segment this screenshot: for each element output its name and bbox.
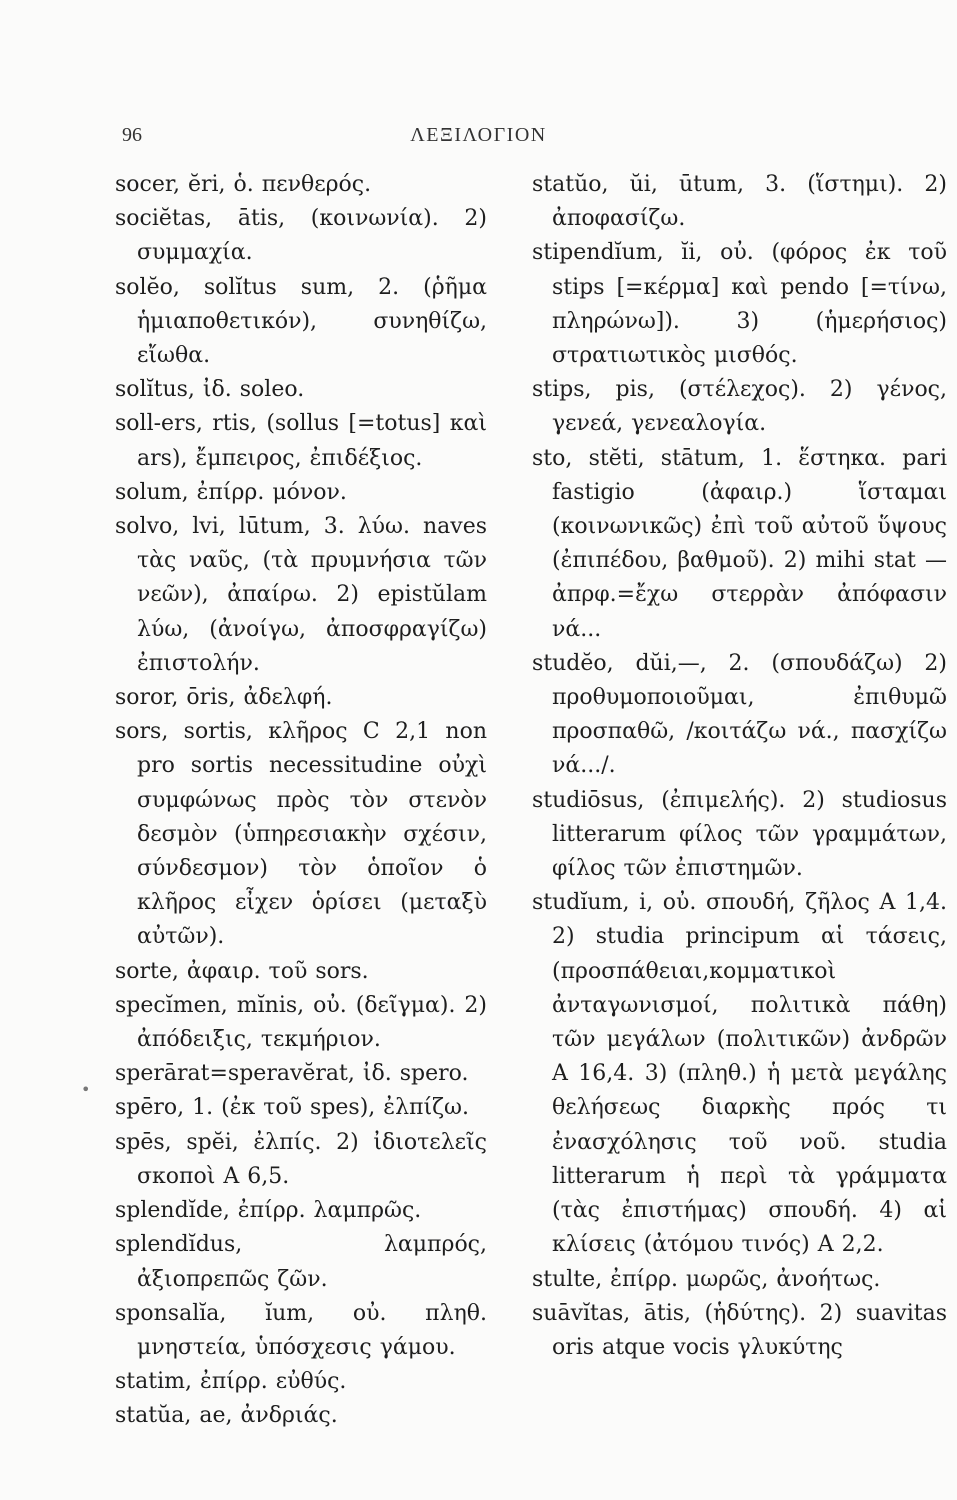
dictionary-entry: soror, ōris, ἀδελφή. [115,685,333,711]
dictionary-entry: statŭo, ŭi, ūtum, 3. (ἵστημι). 2) ἀποφασίζω. [532,172,947,232]
dictionary-entry: splendĭde, ἐπίρρ. λαμπρῶς. [115,1198,422,1224]
dictionary-entry: solĕo, solĭtus sum, 2. (ῥῆμα ἡμιαποθετικόν), συνηθίζω, εἴωθα. [115,274,487,369]
dictionary-entry: sorte, ἀφαιρ. τοῦ sors. [115,958,369,984]
dictionary-entry: sociĕtas, ātis, (κοινωνία). 2) συμμαχία. [115,206,487,266]
right-column [532,168,947,1365]
dictionary-entry: statŭa, ae, ἀνδριάς. [115,1403,338,1429]
dictionary-entry: splendĭdus, λαμπρός, ἀξιοπρεπῶς ζῶν. [115,1232,487,1292]
dictionary-entry: solĭtus, ἰδ. soleo. [115,377,305,403]
running-head: ΛΕΞΙΛΟΓΙΟΝ [410,124,547,146]
dictionary-entry: soll-ers, rtis, (sollus [=totus] καὶ ars), ἔμπειρος, ἐπιδέξιος. [115,411,487,471]
margin-speck: • [81,1080,91,1099]
dictionary-entry: studĕo, dŭi,—, 2. (σπουδάζω) 2) προθυμοποιοῦμαι, ἐπιθυμῶ προσπαθῶ, /κοιτάζω νά., πασχίζω νά.../. [532,650,947,779]
page-number: 96 [122,124,142,146]
dictionary-entry: spēro, 1. (ἐκ τοῦ spes), ἐλπίζω. [115,1095,469,1121]
dictionary-entry: suāvĭtas, ātis, (ἡδύτης). 2) suavitas oris atque vocis γλυκύτης [532,1300,947,1360]
dictionary-entry: studiōsus, (ἐπιμελής). 2) studiosus litterarum φίλος τῶν γραμμάτων, φίλος τῶν ἐπιστημῶν. [532,787,947,882]
dictionary-entry: spēs, spĕi, ἐλπίς. 2) ἰδιοτελεῖς σκοποὶ Α 6,5. [115,1129,487,1189]
dictionary-entry: sto, stĕti, stātum, 1. ἕστηκα. pari fastigio (ἀφαιρ.) ἵσταμαι (κοινωνικῶς) ἐπὶ τοῦ αὐτοῦ ὕψους (ἐπιπέδου, βαθμοῦ). 2) mihi stat —ἀπρφ.=ἔχω στερρὰν ἀπόφασιν νά... [532,445,947,642]
dictionary-entry: statim, ἐπίρρ. εὐθύς. [115,1369,347,1395]
dictionary-entry: solvo, lvi, lūtum, 3. λύω. naves τὰς ναῦς, (τὰ πρυμνήσια τῶν νεῶν), ἀπαίρω. 2) epistŭlam λύω, (ἀνοίγω, ἀποσφραγίζω) ἐπιστολήν. [115,514,487,676]
dictionary-entry: stips, pis, (στέλεχος). 2) γένος, γενεά, γενεαλογία. [532,377,947,437]
dictionary-entry: sperārat=speravĕrat, ἰδ. spero. [115,1061,469,1087]
dictionary-entry: sors, sortis, κλῆρος C 2,1 non pro sortis necessitudine οὐχὶ συμφώνως πρὸς τὸν στενὸν δεσμὸν (ὑπηρεσιακὴν σχέσιν, σύνδεσμον) τὸν ὁποῖον ὁ κλῆρος εἶχεν ὁρίσει (μεταξὺ αὐτῶν). [115,719,487,950]
dictionary-entry: socer, ĕri, ὁ. πενθερός. [115,172,372,197]
dictionary-entry: stulte, ἐπίρρ. μωρῶς, ἀνοήτως. [532,1266,881,1292]
dictionary-entry: solum, ἐπίρρ. μόνον. [115,479,347,505]
left-column [115,168,487,1434]
dictionary-entry: sponsalĭa, ĭum, οὐ. πληθ. μνηστεία, ὑπόσχεσις γάμου. [115,1300,487,1360]
dictionary-entry: studĭum, i, οὐ. σπουδή, ζῆλος Α 1,4. 2) studia principum αἱ τάσεις,(προσπάθειαι,κομματικοὶ ἀνταγωνισμοί, πολιτικὰ πάθη) τῶν μεγάλων (πολιτικῶν) ἀνδρῶν Α 16,4. 3) (πληθ.) ἡ μετὰ μεγάλης θελήσεως διαρκὴς πρός τι ἐνασχόλησις τοῦ νοῦ. studia litterarum ἡ περὶ τὰ γράμματα (τὰς ἐπιστήμας) σπουδή. 4) αἱ κλίσεις (ἀτόμου τινός) Α 2,2. [532,890,947,1258]
dictionary-entry: stipendĭum, ĭi, οὐ. (φόρος ἐκ τοῦ stips [=κέρμα] καὶ pendo [=τίνω, πληρώνω]). 3) (ἡμερήσιος) στρατιωτικὸς μισθός. [532,240,947,369]
dictionary-entry: specĭmen, mĭnis, οὐ. (δεῖγμα). 2) ἀπόδειξις, τεκμήριον. [115,992,487,1053]
